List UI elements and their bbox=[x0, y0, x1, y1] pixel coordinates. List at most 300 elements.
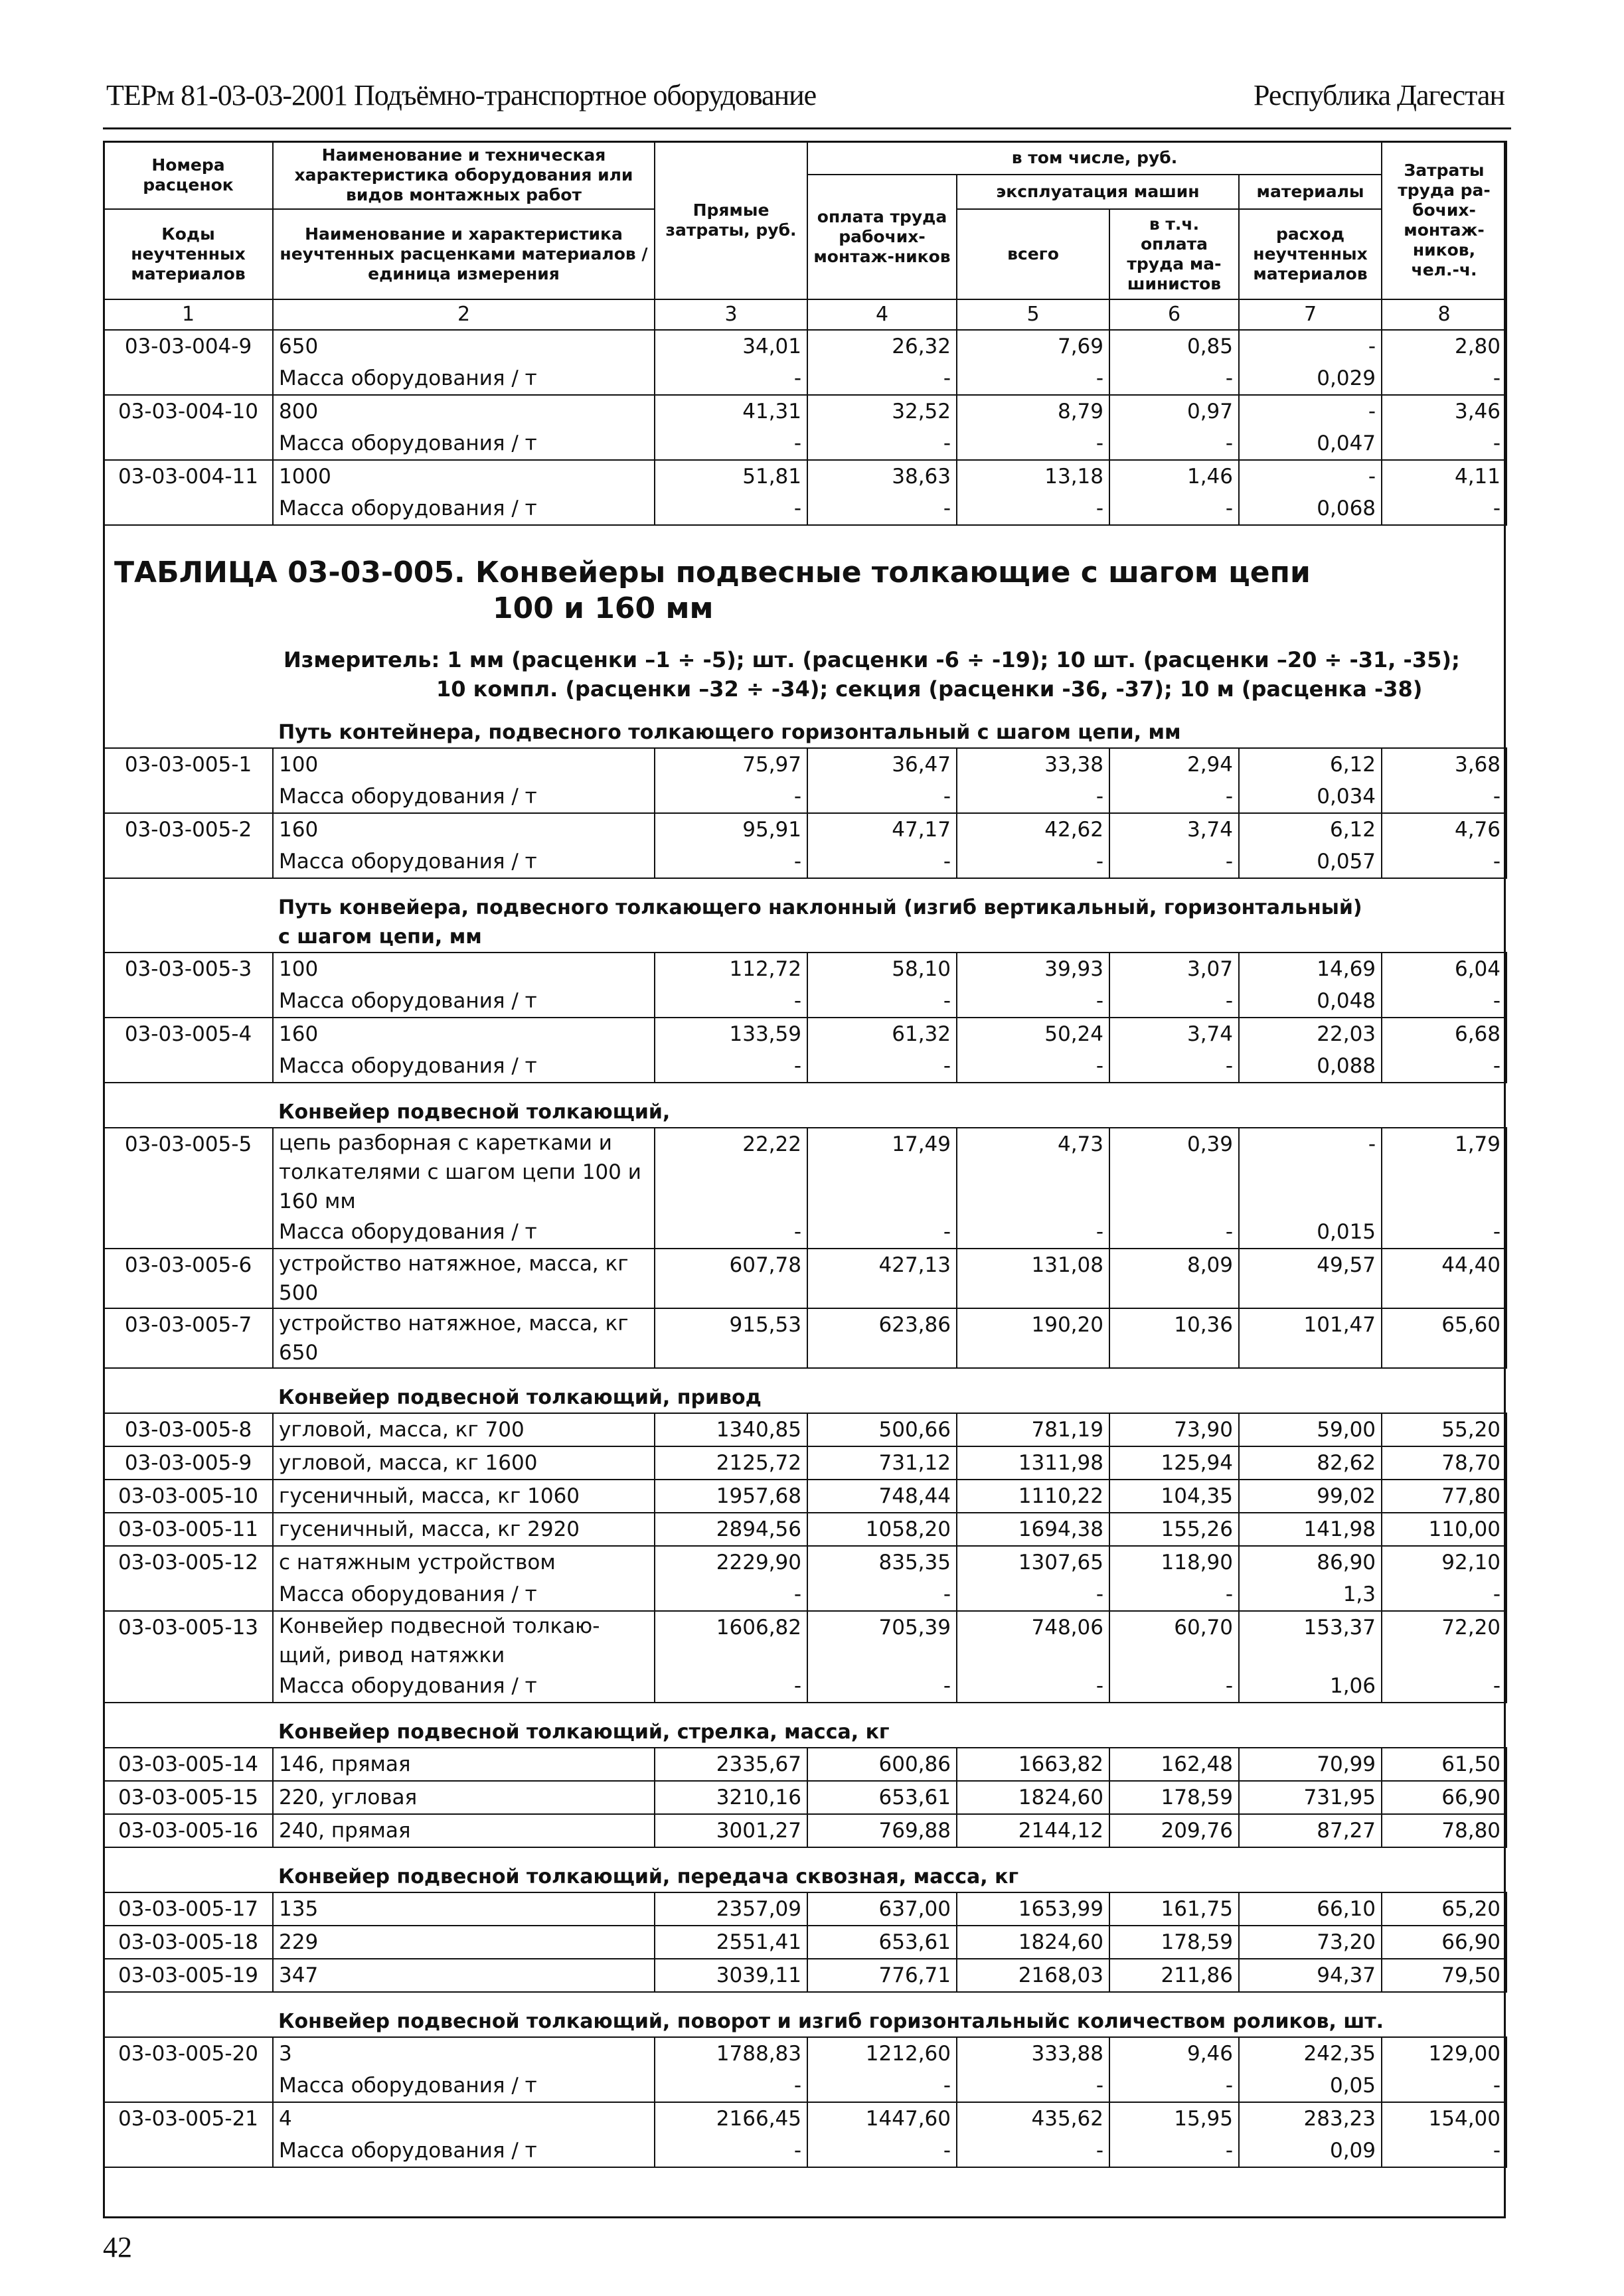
cell: - bbox=[655, 362, 807, 395]
table-row bbox=[104, 1413, 1506, 1446]
cell: - bbox=[957, 2070, 1109, 2102]
table-title: ТАБЛИЦА 03-03-005. Конвейеры подвесные толкающие с шагом цепи bbox=[114, 556, 1311, 589]
cell: 3,07 bbox=[1109, 953, 1239, 985]
cell: 0,39 bbox=[1109, 1128, 1239, 1216]
cell: - bbox=[957, 846, 1109, 878]
section-title-line: с шагом цепи, мм bbox=[278, 925, 482, 949]
cell: 13,18 bbox=[957, 460, 1109, 493]
cell: 92,10 bbox=[1382, 1546, 1506, 1578]
cell: - bbox=[957, 427, 1109, 460]
measure-line-1: Измеритель: 1 мм (расценки –1 ÷ -5); шт. (расценки -6 ÷ -19); 10 шт. (расценки –20 ÷ -31, -35); bbox=[284, 647, 1460, 672]
row-code: 03-03-005-21 bbox=[104, 2102, 273, 2135]
cell: 112,72 bbox=[655, 953, 807, 985]
table-row bbox=[104, 362, 1506, 395]
cell: 1307,65 bbox=[957, 1546, 1109, 1578]
cell: 58,10 bbox=[807, 953, 957, 985]
cell: 66,90 bbox=[1382, 1926, 1506, 1959]
table-row bbox=[104, 748, 1506, 781]
cell: 283,23 bbox=[1239, 2102, 1382, 2135]
table-body bbox=[104, 330, 1506, 2167]
cell: 86,90 bbox=[1239, 1546, 1382, 1578]
cell: - bbox=[1239, 460, 1382, 493]
row-name: угловой, масса, кг 700 bbox=[273, 1413, 655, 1446]
cell: - bbox=[655, 1050, 807, 1083]
cell: 33,38 bbox=[957, 748, 1109, 781]
cell: 731,95 bbox=[1239, 1781, 1382, 1814]
cell: 769,88 bbox=[807, 1814, 957, 1847]
row-code: 03-03-005-15 bbox=[104, 1781, 273, 1814]
cell: 653,61 bbox=[807, 1926, 957, 1959]
cell: 131,08 bbox=[957, 1249, 1109, 1308]
col-num: 4 bbox=[807, 299, 957, 330]
cell: 14,69 bbox=[1239, 953, 1382, 985]
row-code: 03-03-005-2 bbox=[104, 813, 273, 846]
cell: 82,62 bbox=[1239, 1446, 1382, 1480]
table-row bbox=[104, 1050, 1506, 1083]
cell: 61,50 bbox=[1382, 1748, 1506, 1781]
col-num: 7 bbox=[1239, 299, 1382, 330]
cell: 1,79 bbox=[1382, 1128, 1506, 1216]
row-name: Масса оборудования / т bbox=[273, 846, 655, 878]
row-name: Масса оборудования / т bbox=[273, 2135, 655, 2167]
cell: 3,46 bbox=[1382, 395, 1506, 427]
cell: 242,35 bbox=[1239, 2037, 1382, 2070]
col-num: 1 bbox=[104, 299, 273, 330]
col-incl: в том числе, руб. bbox=[807, 141, 1382, 175]
row-code: 03-03-005-3 bbox=[104, 953, 273, 985]
cell: - bbox=[1382, 985, 1506, 1018]
row-name: 220, угловая bbox=[273, 1781, 655, 1814]
cell: 3001,27 bbox=[655, 1814, 807, 1847]
cell: - bbox=[1109, 2070, 1239, 2102]
section-title: Путь контейнера, подвесного толкающего горизонтальный с шагом цепи, мм bbox=[278, 721, 1181, 744]
price-table-frame bbox=[103, 141, 1506, 2218]
cell: - bbox=[807, 427, 957, 460]
cell: 500,66 bbox=[807, 1413, 957, 1446]
row-code: 03-03-005-13 bbox=[104, 1611, 273, 1670]
cell: - bbox=[807, 985, 957, 1018]
cell: 2168,03 bbox=[957, 1959, 1109, 1992]
cell: 1058,20 bbox=[807, 1513, 957, 1546]
row-name: гусеничный, масса, кг 2920 bbox=[273, 1513, 655, 1546]
cell: - bbox=[1382, 362, 1506, 395]
table-row bbox=[104, 1926, 1506, 1959]
col-materials: материалы bbox=[1239, 175, 1382, 209]
table-row bbox=[104, 813, 1506, 846]
cell: 1788,83 bbox=[655, 2037, 807, 2070]
table-title-cont: 100 и 160 мм bbox=[493, 591, 714, 625]
cell: 835,35 bbox=[807, 1546, 957, 1578]
cell: 94,37 bbox=[1239, 1959, 1382, 1992]
cell: - bbox=[1109, 1216, 1239, 1249]
cell: 748,44 bbox=[807, 1480, 957, 1513]
row-code: 03-03-005-14 bbox=[104, 1748, 273, 1781]
cell: - bbox=[1109, 1050, 1239, 1083]
row-name: 100 bbox=[273, 953, 655, 985]
cell: - bbox=[655, 985, 807, 1018]
section-title: Конвейер подвесной толкающий, поворот и изгиб горизонтальныйс количеством роликов, шт. bbox=[278, 2010, 1384, 2033]
cell: 104,35 bbox=[1109, 1480, 1239, 1513]
cell: 65,60 bbox=[1382, 1308, 1506, 1368]
row-code: 03-03-005-20 bbox=[104, 2037, 273, 2070]
cell: - bbox=[1239, 330, 1382, 362]
cell: 6,12 bbox=[1239, 748, 1382, 781]
table-row bbox=[104, 2037, 1506, 2070]
row-name: 1000 bbox=[273, 460, 655, 493]
cell: 1694,38 bbox=[957, 1513, 1109, 1546]
measure-line-2: 10 компл. (расценки –32 ÷ -34); секция (расценки -36, -37); 10 м (расценка -38) bbox=[436, 676, 1423, 702]
cell: - bbox=[1109, 1578, 1239, 1611]
cell: 0,05 bbox=[1239, 2070, 1382, 2102]
row-name: Масса оборудования / т bbox=[273, 2070, 655, 2102]
table-row bbox=[104, 1670, 1506, 1703]
cell: 51,81 bbox=[655, 460, 807, 493]
col-name-bottom: Наименование и характеристика неучтенных расценками материалов / единица измерения bbox=[273, 209, 655, 299]
row-name: 4 bbox=[273, 2102, 655, 2135]
cell: 4,11 bbox=[1382, 460, 1506, 493]
row-name: цепь разборная с каретками и толкателями с шагом цепи 100 и 160 мм bbox=[273, 1128, 655, 1216]
cell: 3039,11 bbox=[655, 1959, 807, 1992]
cell: 209,76 bbox=[1109, 1814, 1239, 1847]
row-name: 650 bbox=[273, 330, 655, 362]
cell: - bbox=[1109, 362, 1239, 395]
cell: 607,78 bbox=[655, 1249, 807, 1308]
table-row bbox=[104, 2135, 1506, 2167]
row-name: Масса оборудования / т bbox=[273, 1050, 655, 1083]
cell: 3210,16 bbox=[655, 1781, 807, 1814]
cell: 1,06 bbox=[1239, 1670, 1382, 1703]
row-name: устройство натяжное, масса, кг 650 bbox=[273, 1308, 655, 1368]
cell: - bbox=[1382, 1578, 1506, 1611]
row-name: Масса оборудования / т bbox=[273, 781, 655, 813]
section-header bbox=[104, 704, 1506, 748]
cell: - bbox=[1109, 493, 1239, 525]
cell: 190,20 bbox=[957, 1308, 1109, 1368]
cell: - bbox=[1382, 427, 1506, 460]
cell: 2894,56 bbox=[655, 1513, 807, 1546]
section-title: Конвейер подвесной толкающий, стрелка, масса, кг bbox=[278, 1721, 890, 1744]
cell: 17,49 bbox=[807, 1128, 957, 1216]
cell: 125,94 bbox=[1109, 1446, 1239, 1480]
cell: 211,86 bbox=[1109, 1959, 1239, 1992]
row-code: 03-03-005-7 bbox=[104, 1308, 273, 1368]
cell: 60,70 bbox=[1109, 1611, 1239, 1670]
cell: 4,76 bbox=[1382, 813, 1506, 846]
cell: 600,86 bbox=[807, 1748, 957, 1781]
cell: - bbox=[1382, 1216, 1506, 1249]
cell: - bbox=[807, 1670, 957, 1703]
row-code: 03-03-005-4 bbox=[104, 1018, 273, 1050]
cell: 2144,12 bbox=[957, 1814, 1109, 1847]
cell: 49,57 bbox=[1239, 1249, 1382, 1308]
table-row bbox=[104, 985, 1506, 1018]
cell: 0,029 bbox=[1239, 362, 1382, 395]
cell: - bbox=[807, 846, 957, 878]
cell: 776,71 bbox=[807, 1959, 957, 1992]
cell: - bbox=[807, 1216, 957, 1249]
row-code: 03-03-005-18 bbox=[104, 1926, 273, 1959]
cell: 0,09 bbox=[1239, 2135, 1382, 2167]
table-row bbox=[104, 1513, 1506, 1546]
row-code: 03-03-005-5 bbox=[104, 1128, 273, 1216]
col-code-top: Номера расценок bbox=[104, 141, 273, 209]
row-name: угловой, масса, кг 1600 bbox=[273, 1446, 655, 1480]
row-name: Масса оборудования / т bbox=[273, 1670, 655, 1703]
cell: - bbox=[1109, 781, 1239, 813]
cell: 7,69 bbox=[957, 330, 1109, 362]
cell: 155,26 bbox=[1109, 1513, 1239, 1546]
col-mach-total: всего bbox=[957, 209, 1109, 299]
cell: 4,73 bbox=[957, 1128, 1109, 1216]
row-code: 03-03-004-10 bbox=[104, 395, 273, 427]
cell: 22,22 bbox=[655, 1128, 807, 1216]
cell: 1340,85 bbox=[655, 1413, 807, 1446]
table-head bbox=[104, 141, 1506, 299]
cell: 2357,09 bbox=[655, 1892, 807, 1926]
cell: 110,00 bbox=[1382, 1513, 1506, 1546]
cell: - bbox=[655, 846, 807, 878]
cell: 87,27 bbox=[1239, 1814, 1382, 1847]
table-row bbox=[104, 1611, 1506, 1670]
table-row bbox=[104, 1480, 1506, 1513]
cell: - bbox=[1109, 846, 1239, 878]
cell: - bbox=[1382, 1050, 1506, 1083]
cell: - bbox=[807, 493, 957, 525]
price-table bbox=[103, 141, 1507, 2168]
row-name: Масса оборудования / т bbox=[273, 362, 655, 395]
cell: 161,75 bbox=[1109, 1892, 1239, 1926]
cell: 6,04 bbox=[1382, 953, 1506, 985]
cell: 3,68 bbox=[1382, 748, 1506, 781]
cell: 0,057 bbox=[1239, 846, 1382, 878]
row-code: 03-03-005-8 bbox=[104, 1413, 273, 1446]
cell: 915,53 bbox=[655, 1308, 807, 1368]
row-name: 160 bbox=[273, 1018, 655, 1050]
row-name: 347 bbox=[273, 1959, 655, 1992]
cell: 22,03 bbox=[1239, 1018, 1382, 1050]
cell: - bbox=[807, 1050, 957, 1083]
cell: 61,32 bbox=[807, 1018, 957, 1050]
cell: - bbox=[957, 1216, 1109, 1249]
cell: 653,61 bbox=[807, 1781, 957, 1814]
cell: 72,20 bbox=[1382, 1611, 1506, 1670]
cell: 10,36 bbox=[1109, 1308, 1239, 1368]
row-name: с натяжным устройством bbox=[273, 1546, 655, 1578]
row-code: 03-03-005-17 bbox=[104, 1892, 273, 1926]
row-name: Масса оборудования / т bbox=[273, 1578, 655, 1611]
cell: 427,13 bbox=[807, 1249, 957, 1308]
cell: 59,00 bbox=[1239, 1413, 1382, 1446]
cell: 41,31 bbox=[655, 395, 807, 427]
cell: 0,97 bbox=[1109, 395, 1239, 427]
cell: 118,90 bbox=[1109, 1546, 1239, 1578]
cell: 65,20 bbox=[1382, 1892, 1506, 1926]
table-row bbox=[104, 1959, 1506, 1992]
row-code: 03-03-005-10 bbox=[104, 1480, 273, 1513]
cell: 1447,60 bbox=[807, 2102, 957, 2135]
section-header bbox=[104, 1703, 1506, 1748]
column-numbers bbox=[104, 299, 1506, 330]
cell: 141,98 bbox=[1239, 1513, 1382, 1546]
cell: 6,68 bbox=[1382, 1018, 1506, 1050]
col-num: 3 bbox=[655, 299, 807, 330]
table-row bbox=[104, 2102, 1506, 2135]
cell: - bbox=[957, 493, 1109, 525]
cell: 0,088 bbox=[1239, 1050, 1382, 1083]
col-mach-incl: в т.ч. оплата труда ма-шинистов bbox=[1109, 209, 1239, 299]
cell: - bbox=[1382, 2135, 1506, 2167]
cell: - bbox=[655, 1578, 807, 1611]
cell: 1824,60 bbox=[957, 1781, 1109, 1814]
cell: 2335,67 bbox=[655, 1748, 807, 1781]
cell: 55,20 bbox=[1382, 1413, 1506, 1446]
row-code: 03-03-005-12 bbox=[104, 1546, 273, 1578]
col-labor: оплата труда рабочих-монтаж-ников bbox=[807, 175, 957, 299]
table-title-block bbox=[104, 525, 1506, 704]
cell: - bbox=[655, 2135, 807, 2167]
row-name: Конвейер подвесной толкаю-щий, ривод натяжки bbox=[273, 1611, 655, 1670]
section-title: Конвейер подвесной толкающий, передача сквозная, масса, кг bbox=[278, 1865, 1019, 1888]
col-labor-cost: Затраты труда ра-бочих-монтаж-ников, чел.-ч. bbox=[1382, 141, 1506, 299]
cell: 0,034 bbox=[1239, 781, 1382, 813]
col-num: 8 bbox=[1382, 299, 1506, 330]
cell: - bbox=[807, 1578, 957, 1611]
cell: 44,40 bbox=[1382, 1249, 1506, 1308]
cell: 1653,99 bbox=[957, 1892, 1109, 1926]
section-title: Конвейер подвесной толкающий, привод bbox=[278, 1386, 762, 1409]
cell: 66,90 bbox=[1382, 1781, 1506, 1814]
table-row bbox=[104, 1578, 1506, 1611]
cell: - bbox=[807, 362, 957, 395]
header-rule bbox=[103, 127, 1511, 129]
table-row bbox=[104, 395, 1506, 427]
cell: 50,24 bbox=[957, 1018, 1109, 1050]
cell: - bbox=[1382, 1670, 1506, 1703]
row-name: гусеничный, масса, кг 1060 bbox=[273, 1480, 655, 1513]
col-mat-unacc: расход неучтенных материалов bbox=[1239, 209, 1382, 299]
section-header bbox=[104, 1083, 1506, 1128]
cell: - bbox=[957, 1670, 1109, 1703]
cell: 1311,98 bbox=[957, 1446, 1109, 1480]
cell: 1663,82 bbox=[957, 1748, 1109, 1781]
cell: 154,00 bbox=[1382, 2102, 1506, 2135]
table-row bbox=[104, 1892, 1506, 1926]
cell: 78,70 bbox=[1382, 1446, 1506, 1480]
cell: - bbox=[1382, 781, 1506, 813]
table-row bbox=[104, 1748, 1506, 1781]
cell: 748,06 bbox=[957, 1611, 1109, 1670]
cell: - bbox=[655, 493, 807, 525]
row-name: Масса оборудования / т bbox=[273, 427, 655, 460]
section-header bbox=[104, 878, 1506, 953]
cell: 8,09 bbox=[1109, 1249, 1239, 1308]
cell: - bbox=[1239, 1128, 1382, 1216]
section-title-line: Путь конвейера, подвесного толкающего наклонный (изгиб вертикальный, горизонтальный) bbox=[278, 896, 1362, 919]
cell: - bbox=[1382, 493, 1506, 525]
cell: - bbox=[807, 2135, 957, 2167]
cell: - bbox=[655, 2070, 807, 2102]
cell: 1212,60 bbox=[807, 2037, 957, 2070]
cell: - bbox=[655, 427, 807, 460]
cell: 178,59 bbox=[1109, 1781, 1239, 1814]
col-name-top: Наименование и техническая характеристика оборудования или видов монтажных работ bbox=[273, 141, 655, 209]
section-header bbox=[104, 1992, 1506, 2037]
row-code: 03-03-005-11 bbox=[104, 1513, 273, 1546]
table-row bbox=[104, 460, 1506, 493]
table-row bbox=[104, 1814, 1506, 1847]
col-machines: эксплуатация машин bbox=[957, 175, 1239, 209]
cell: 26,32 bbox=[807, 330, 957, 362]
cell: 73,20 bbox=[1239, 1926, 1382, 1959]
col-num: 6 bbox=[1109, 299, 1239, 330]
cell: 2125,72 bbox=[655, 1446, 807, 1480]
cell: - bbox=[807, 2070, 957, 2102]
cell: 0,015 bbox=[1239, 1216, 1382, 1249]
cell: 162,48 bbox=[1109, 1748, 1239, 1781]
table-row bbox=[104, 493, 1506, 525]
col-num: 2 bbox=[273, 299, 655, 330]
table-row bbox=[104, 1249, 1506, 1308]
row-name: устройство натяжное, масса, кг 500 bbox=[273, 1249, 655, 1308]
cell: 1,3 bbox=[1239, 1578, 1382, 1611]
cell: 95,91 bbox=[655, 813, 807, 846]
row-code: 03-03-005-1 bbox=[104, 748, 273, 781]
row-code: 03-03-005-6 bbox=[104, 1249, 273, 1308]
table-row bbox=[104, 953, 1506, 985]
cell: 70,99 bbox=[1239, 1748, 1382, 1781]
row-name: 100 bbox=[273, 748, 655, 781]
table-row bbox=[104, 1546, 1506, 1578]
cell: 47,17 bbox=[807, 813, 957, 846]
cell: 133,59 bbox=[655, 1018, 807, 1050]
cell: - bbox=[655, 1670, 807, 1703]
cell: - bbox=[957, 1578, 1109, 1611]
row-code: 03-03-005-16 bbox=[104, 1814, 273, 1847]
cell: - bbox=[1239, 395, 1382, 427]
cell: - bbox=[1109, 985, 1239, 1018]
cell: 3,74 bbox=[1109, 1018, 1239, 1050]
table-row bbox=[104, 846, 1506, 878]
cell: - bbox=[957, 781, 1109, 813]
cell: 435,62 bbox=[957, 2102, 1109, 2135]
cell: 0,048 bbox=[1239, 985, 1382, 1018]
section-header bbox=[104, 1847, 1506, 1892]
cell: 99,02 bbox=[1239, 1480, 1382, 1513]
table-row bbox=[104, 427, 1506, 460]
cell: 6,12 bbox=[1239, 813, 1382, 846]
cell: - bbox=[957, 985, 1109, 1018]
cell: 705,39 bbox=[807, 1611, 957, 1670]
cell: - bbox=[957, 362, 1109, 395]
cell: 781,19 bbox=[957, 1413, 1109, 1446]
cell: 623,86 bbox=[807, 1308, 957, 1368]
cell: 1,46 bbox=[1109, 460, 1239, 493]
running-header bbox=[106, 78, 1504, 121]
cell: 637,00 bbox=[807, 1892, 957, 1926]
cell: 2166,45 bbox=[655, 2102, 807, 2135]
cell: 38,63 bbox=[807, 460, 957, 493]
section-header bbox=[104, 1368, 1506, 1413]
table-row bbox=[104, 1308, 1506, 1368]
table-row bbox=[104, 781, 1506, 813]
cell: 32,52 bbox=[807, 395, 957, 427]
row-name: Масса оборудования / т bbox=[273, 493, 655, 525]
table-row bbox=[104, 1781, 1506, 1814]
cell: - bbox=[807, 781, 957, 813]
cell: 129,00 bbox=[1382, 2037, 1506, 2070]
col-direct: Прямые затраты, руб. bbox=[655, 141, 807, 299]
table-row bbox=[104, 1018, 1506, 1050]
